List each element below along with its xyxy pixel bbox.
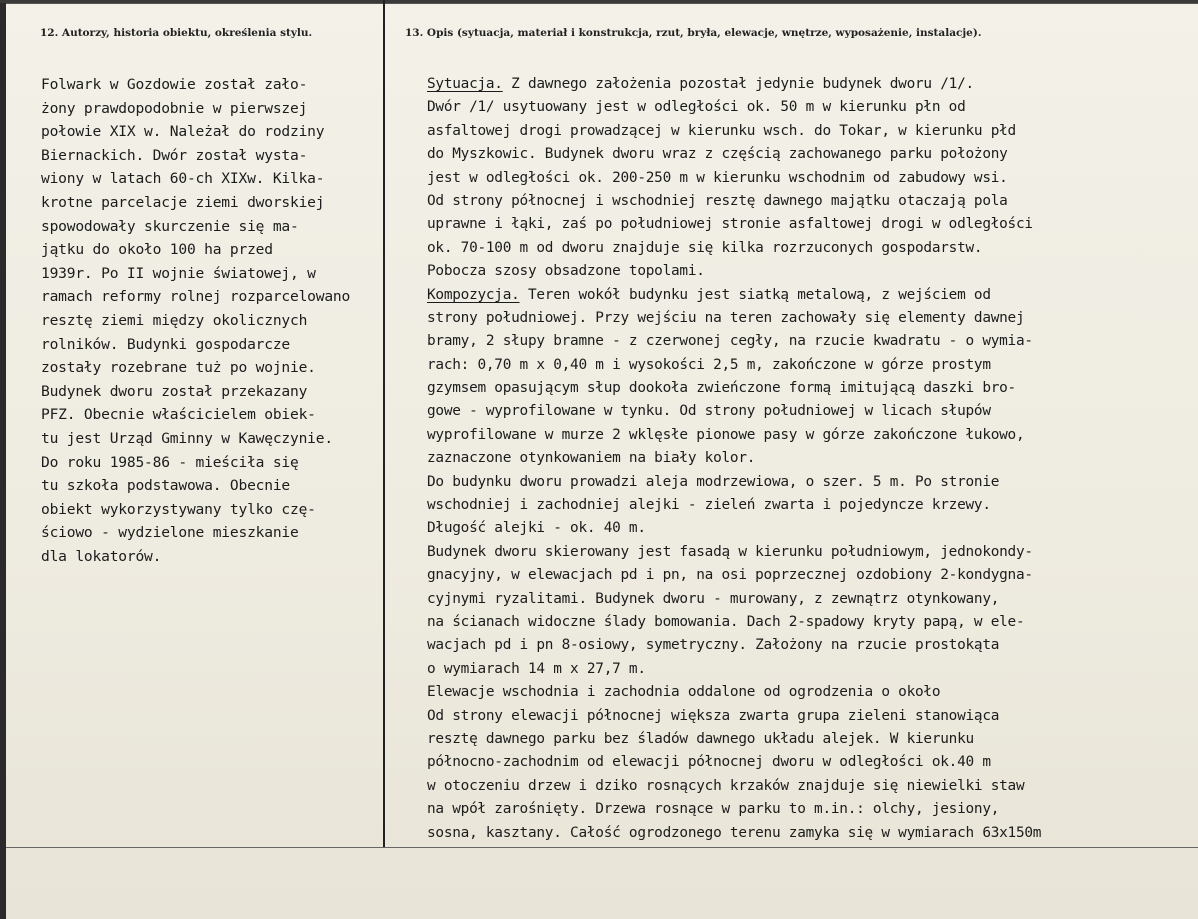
history-line: wiony w latach 60-ch XIXw. Kilka-	[41, 170, 325, 188]
description-line: do Myszkowic. Budynek dworu wraz z częścią zachowanego parku położony	[427, 146, 1008, 163]
history-line: połowie XIX w. Należał do rodziny	[41, 123, 325, 141]
history-line: resztę ziemi między okolicznych	[41, 311, 308, 329]
description-line: Od strony elewacji północnej większa zwarta grupa zieleni stanowiąca	[427, 707, 1000, 724]
description-line: Od strony północnej i wschodniej resztę dawnego majątku otaczają pola	[427, 192, 1008, 209]
description-line: Do budynku dworu prowadzi aleja modrzewiowa, o szer. 5 m. Po stronie	[427, 473, 1000, 490]
history-line: ramach reformy rolnej rozparcelowano	[41, 288, 351, 306]
description-line: na wpół zarośnięty. Drzewa rosnące w parku to m.in.: olchy, jesiony,	[427, 801, 1000, 818]
heading-situation: Sytuacja.	[427, 76, 503, 92]
history-line: żony prawdopodobnie w pierwszej	[41, 99, 308, 117]
description-line: bramy, 2 słupy bramne - z czerwonej cegły, na rzucie kwadratu - o wymia-	[427, 333, 1033, 350]
description-line: wyprofilowane w murze 2 wklęsłe pionowe pasy w górze zakończone łukowo,	[427, 426, 1025, 443]
description-line: gzymsem opasującym słup dookoła zwieńczone formą imitującą daszki bro-	[427, 380, 1016, 397]
description-line: cyjnymi ryzalitami. Budynek dworu - murowany, z zewnątrz otynkowany,	[427, 590, 1000, 607]
composition-text: Teren wokół budynku jest siatką metalową, z wejściem od	[519, 286, 991, 303]
scan-edge-left	[0, 0, 6, 919]
description-line: resztę dawnego parku bez śladów dawnego układu alejek. W kierunku	[427, 730, 974, 747]
description-line: jest w odległości ok. 200-250 m w kierunku wschodnim od zabudowy wsi.	[427, 169, 1008, 186]
section-12-header: 12. Autorzy, historia obiektu, określenia stylu.	[40, 27, 313, 39]
history-column	[41, 73, 401, 568]
history-line: spowodowały skurczenie się ma-	[41, 217, 299, 235]
description-line: Elewacje wschodnia i zachodnia oddalone od ogrodzenia o około	[427, 684, 941, 701]
description-line-composition	[427, 284, 1192, 307]
description-line: Długość alejki - ok. 40 m.	[427, 520, 646, 537]
description-line: ok. 70-100 m od dworu znajduje się kilka rozrzuconych gospodarstw.	[427, 239, 983, 256]
situation-paragraph	[427, 96, 1192, 283]
situation-text: Z dawnego założenia pozostał jedynie budynek dworu /1/.	[502, 76, 974, 92]
description-line: Pobocza szosy obsadzone topolami.	[427, 263, 705, 280]
history-line: tu jest Urząd Gminny w Kawęczynie.	[41, 429, 333, 447]
description-line: wacjach pd i pn 8-osiowy, symetryczny. Założony na rzucie prostokąta	[427, 637, 1000, 654]
heading-composition: Kompozycja.	[427, 286, 520, 303]
description-column	[427, 73, 1192, 845]
description-line: gowe - wyprofilowane w tynku. Od strony południowej w licach słupów	[427, 403, 991, 420]
history-line: obiekt wykorzystywany tylko czę-	[41, 500, 316, 518]
history-line: Folwark w Gozdowie został zało-	[41, 76, 308, 93]
description-line: wschodniej i zachodniej alejki - zieleń zwarta i pojedyncze krzewy.	[427, 497, 991, 514]
history-line: zostały rozebrane tuż po wojnie.	[41, 359, 316, 377]
description-line: uprawne i łąki, zaś po południowej stronie asfaltowej drogi w odległości	[427, 216, 1033, 233]
description-line: północno-zachodnim od elewacji północnej dworu w odległości ok.40 m	[427, 754, 991, 771]
description-line: Dwór /1/ usytuowany jest w odległości ok. 50 m w kierunku płn od	[427, 99, 966, 116]
history-line: jątku do około 100 ha przed	[41, 241, 273, 259]
history-line: Do roku 1985-86 - mieściła się	[41, 453, 299, 471]
form-top-rule	[6, 3, 1198, 4]
history-line: tu szkoła podstawowa. Obecnie	[41, 477, 290, 495]
description-line: w otoczeniu drzew i dziko rosnących krzaków znajduje się niewielki staw	[427, 777, 1025, 794]
description-line: Budynek dworu skierowany jest fasadą w kierunku południowym, jednokondy-	[427, 543, 1033, 560]
history-line: ściowo - wydzielone mieszkanie	[41, 524, 299, 542]
description-line: asfaltowej drogi prowadzącej w kierunku wsch. do Tokar, w kierunku płd	[427, 122, 1016, 139]
description-line: rach: 0,70 m x 0,40 m i wysokości 2,5 m, zakończone w górze prostym	[427, 356, 991, 373]
section-13-header: 13. Opis (sytuacja, materiał i konstrukcja, rzut, bryła, elewacje, wnętrze, wyposażenie, instalacje).	[405, 27, 982, 39]
history-line: 1939r. Po II wojnie światowej, w	[41, 264, 316, 282]
description-line: na ścianach widoczne ślady bomowania. Dach 2-spadowy kryty papą, w ele-	[427, 613, 1025, 630]
history-line: Budynek dworu został przekazany	[41, 382, 308, 400]
description-line: strony południowej. Przy wejściu na teren zachowały się elementy dawnej	[427, 309, 1025, 326]
description-line: zaznaczone otynkowaniem na biały kolor.	[427, 450, 756, 467]
history-line: PFZ. Obecnie właścicielem obiek-	[41, 406, 316, 424]
history-line: dla lokatorów.	[41, 547, 162, 565]
composition-paragraph	[427, 307, 1192, 845]
form-bottom-rule	[6, 847, 1198, 848]
description-line: sosna, kasztany. Całość ogrodzonego terenu zamyka się w wymiarach 63x150m	[427, 824, 1042, 841]
description-line-situation	[427, 73, 1192, 96]
description-line: gnacyjny, w elewacjach pd i pn, na osi poprzecznej ozdobiony 2-kondygna-	[427, 567, 1033, 584]
description-line: o wymiarach 14 m x 27,7 m.	[427, 660, 646, 677]
history-line: Biernackich. Dwór został wysta-	[41, 146, 308, 164]
history-line: rolników. Budynki gospodarcze	[41, 335, 290, 353]
history-line: krotne parcelacje ziemi dworskiej	[41, 193, 325, 211]
